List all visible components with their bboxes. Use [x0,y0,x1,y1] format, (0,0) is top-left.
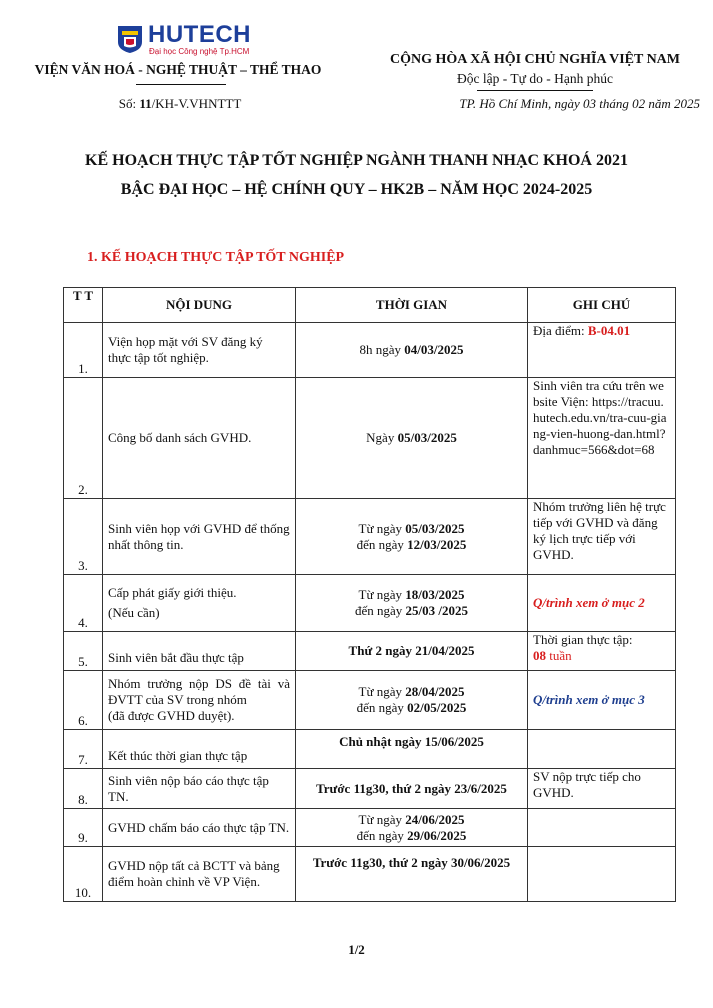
time-line-from [301,521,522,537]
hutech-logo [116,22,256,58]
row-content-line: Cấp phát giấy giới thiệu. [108,585,237,600]
row-content-line: (đã được GVHD duyệt). [108,708,235,723]
time-line-to [301,700,522,716]
row-time [296,671,528,730]
time-prefix: Từ ngày [358,587,406,602]
document-number [60,96,300,112]
duration-unit: tuần [546,648,572,663]
row-note: Sinh viên tra cứu trên website Viện: https://tracuu.hutech.edu.vn/tra-cuu-giang-vien-huong-dan.html?danhmuc=566&dot=68 [528,378,676,499]
time-line-to [301,603,522,619]
row-note [528,323,676,378]
table-row [64,847,676,902]
note-line: Thời gian thực tập: [533,632,633,647]
header-note: GHI CHÚ [528,288,676,323]
row-content: Sinh viên bắt đầu thực tập [103,632,296,671]
header-tt: T T [64,288,103,323]
time-prefix: Từ ngày [358,520,406,536]
row-number: 9. [64,809,103,847]
nation-title: CỘNG HÒA XÃ HỘI CHỦ NGHĨA VIỆT NAM [389,52,680,67]
row-time: Chủ nhật ngày 15/06/2025 [296,730,528,769]
row-number: 1. [64,323,103,378]
time-value: 02/05/2025 [407,700,467,715]
institute-name: VIỆN VĂN HOÁ - NGHỆ THUẬT – THỂ THAO [34,62,322,77]
row-content-line: Nhóm trưởng nộp DS đề tài và ĐVTT của SV trong nhóm [108,676,290,707]
row-number: 5. [64,632,103,671]
row-note [528,847,676,902]
row-note [528,809,676,847]
row-note: Nhóm trưởng liên hệ trực tiếp với GVHD và đăng ký lịch trực tiếp với GVHD. [528,499,676,575]
row-time: Trước 11g30, thứ 2 ngày 30/06/2025 [296,847,528,902]
header-time: THỜI GIAN [296,288,528,323]
row-note [528,730,676,769]
time-prefix: đến ngày [354,603,406,618]
national-motto: Độc lập - Tự do - Hạnh phúc [457,71,613,86]
time-prefix: 8h ngày [359,342,405,357]
row-content: Sinh viên nộp báo cáo thực tập TN. [103,769,296,809]
row-number: 3. [64,499,103,575]
document-title-line-1: KẾ HOẠCH THỰC TẬP TỐT NGHIỆP NGÀNH THANH NHẠC KHOÁ 2021 [85,152,628,169]
time-prefix: đến ngày [356,700,408,715]
row-number: 7. [64,730,103,769]
row-content: Công bố danh sách GVHD. [103,378,296,499]
row-note: Q/trình xem ở mục 2 [528,575,676,632]
time-prefix: Từ ngày [358,684,406,699]
row-content: GVHD chấm báo cáo thực tập TN. [103,809,296,847]
row-time: Trước 11g30, thứ 2 ngày 23/6/2025 [296,769,528,809]
row-number: 8. [64,769,103,809]
time-value: 04/03/2025 [404,342,464,357]
note-line [533,648,670,664]
doc-number-suffix: /KH-V.VHNTTT [151,96,242,111]
time-line-to [301,828,522,844]
institute-underline [136,84,226,85]
row-time [296,499,528,575]
doc-number-prefix: Số: [118,96,140,111]
time-line-from [301,587,522,603]
row-content [103,671,296,730]
row-time [296,809,528,847]
time-prefix: đến ngày [356,827,408,843]
row-content-line: Viện họp mặt với SV đăng ký [108,334,263,349]
time-value: 29/06/2025 [407,827,467,843]
row-note [528,632,676,671]
row-content [103,323,296,378]
page-number: 1/2 [348,942,365,957]
table-row [64,378,676,499]
time-prefix: Từ ngày [358,811,406,827]
time-value: 05/03/2025 [397,430,457,445]
time-value: 25/03 /2025 [405,603,469,618]
row-note: Q/trình xem ở mục 3 [528,671,676,730]
motto-underline [477,90,593,91]
row-time: Thứ 2 ngày 21/04/2025 [296,632,528,671]
time-value: 05/03/2025 [405,520,465,536]
row-time [296,575,528,632]
time-value: 24/06/2025 [405,811,465,827]
table-row [64,575,676,632]
time-line-from [301,812,522,828]
row-number: 2. [64,378,103,499]
time-value: 12/03/2025 [407,536,467,552]
row-content: Kết thúc thời gian thực tập [103,730,296,769]
document-title-line-2: BẬC ĐẠI HỌC – HỆ CHÍNH QUY – HK2B – NĂM HỌC 2024-2025 [120,181,593,198]
table-header-row [64,288,676,323]
internship-plan-table [63,287,676,902]
row-content: Sinh viên họp với GVHD để thống nhất thông tin. [103,499,296,575]
date-line: TP. Hồ Chí Minh, ngày 03 tháng 02 năm 2025 [459,96,700,111]
table-row [64,323,676,378]
note-prefix: Địa điểm: [533,323,588,338]
row-content-line: (Nếu cần) [108,605,160,620]
row-content [103,575,296,632]
row-note: SV nộp trực tiếp cho GVHD. [528,769,676,809]
row-content-line: thực tập tốt nghiệp. [108,350,209,365]
logo-subtitle: Đại học Công nghệ Tp.HCM [149,47,250,56]
section-1-heading: 1. KẾ HOẠCH THỰC TẬP TỐT NGHIỆP [87,250,345,265]
row-number: 10. [64,847,103,902]
row-number: 6. [64,671,103,730]
row-number: 4. [64,575,103,632]
doc-number-value: 11 [139,96,152,111]
time-prefix: Ngày [366,430,398,445]
location-code: B-04.01 [587,323,631,338]
duration-value: 08 [533,648,546,663]
time-line-from [301,684,522,700]
time-value: 28/04/2025 [405,684,465,699]
hutech-shield-icon [116,24,144,54]
time-value: 18/03/2025 [405,587,465,602]
table-row [64,809,676,847]
table-row [64,769,676,809]
header-content: NỘI DUNG [103,288,296,323]
time-line-to [301,537,522,553]
table-row [64,671,676,730]
table-row [64,730,676,769]
table-row [64,499,676,575]
time-prefix: đến ngày [356,536,408,552]
row-time [296,323,528,378]
table-row [64,632,676,671]
row-time [296,378,528,499]
logo-name: HUTECH [148,21,251,48]
row-content: GVHD nộp tất cả BCTT và bảng điểm hoàn chỉnh về VP Viện. [103,847,296,902]
